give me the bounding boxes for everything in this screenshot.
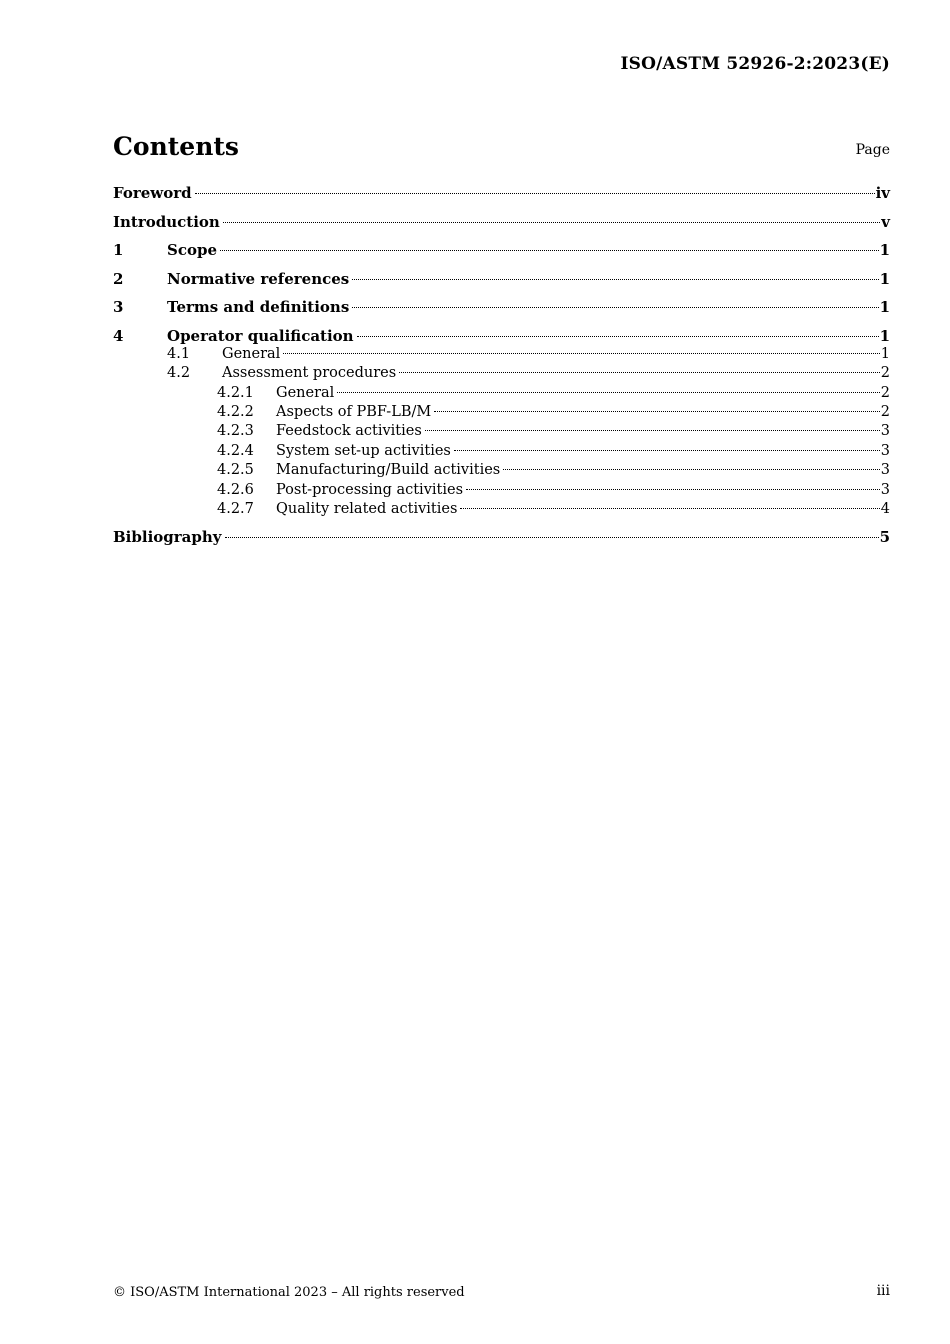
toc-entry-4-2-2-aspects[interactable] xyxy=(113,404,890,423)
toc-number: 4.2.6 xyxy=(217,481,254,498)
dot-leader xyxy=(352,307,878,308)
toc-entry-normative-references[interactable] xyxy=(113,270,890,299)
dot-leader xyxy=(425,430,880,431)
toc-number: 4.2.2 xyxy=(217,404,254,421)
toc-title: Scope xyxy=(167,241,218,259)
toc-page: 1 xyxy=(879,298,890,316)
toc-number: 4.2.7 xyxy=(217,501,254,518)
toc-entry-4-2-1-general[interactable] xyxy=(113,385,890,404)
toc-number: 4.2.1 xyxy=(217,384,254,401)
dot-leader xyxy=(357,336,879,337)
toc-number: 4.2.3 xyxy=(217,423,254,440)
toc-title: Introduction xyxy=(113,212,220,231)
page-column-label: Page xyxy=(855,142,890,158)
toc-title: Normative references xyxy=(167,269,350,288)
toc-entry-4-2-7-quality[interactable] xyxy=(113,501,890,520)
toc-title: Foreword xyxy=(113,184,192,202)
dot-leader xyxy=(283,353,879,354)
dot-leader xyxy=(503,469,880,470)
toc-title: Assessment procedures xyxy=(222,365,397,382)
toc-title: Post-processing activities xyxy=(276,481,464,498)
dot-leader xyxy=(195,193,875,194)
toc-entry-bibliography[interactable] xyxy=(113,528,890,557)
dot-leader xyxy=(454,450,880,451)
toc-page: 1 xyxy=(879,326,890,345)
table-of-contents xyxy=(113,184,890,557)
toc-title: Operator qualification xyxy=(167,326,354,345)
toc-number: 4.2.5 xyxy=(217,462,254,479)
toc-entry-4-2-3-feedstock[interactable] xyxy=(113,423,890,442)
toc-page: v xyxy=(881,212,890,231)
toc-page: 1 xyxy=(879,241,890,259)
toc-page: 3 xyxy=(880,423,890,440)
toc-title: General xyxy=(222,345,281,362)
toc-number: 1 xyxy=(113,241,124,259)
toc-page: 3 xyxy=(880,462,890,479)
toc-entry-4-2-6-post-processing[interactable] xyxy=(113,482,890,501)
toc-title: Bibliography xyxy=(113,528,222,547)
page-number: iii xyxy=(876,1283,890,1299)
toc-title: Feedstock activities xyxy=(276,423,422,440)
toc-number: 4.2 xyxy=(167,365,191,382)
toc-page: 1 xyxy=(880,345,890,362)
toc-title: System set-up activities xyxy=(276,442,451,459)
toc-title: Aspects of PBF-LB/M xyxy=(276,404,432,421)
toc-entry-scope[interactable] xyxy=(113,241,890,270)
toc-entry-operator-qualification[interactable] xyxy=(113,327,890,346)
toc-entry-4-2-5-manufacturing[interactable] xyxy=(113,462,890,481)
toc-entry-4-2-4-system-set-up[interactable] xyxy=(113,443,890,462)
dot-leader xyxy=(466,489,880,490)
toc-entry-4-1-general[interactable] xyxy=(113,346,890,365)
toc-title: General xyxy=(276,384,335,401)
toc-title: Manufacturing/Build activities xyxy=(276,462,501,479)
toc-entry-terms-and-definitions[interactable] xyxy=(113,298,890,327)
toc-page: 1 xyxy=(879,269,890,288)
dot-leader xyxy=(352,279,878,280)
contents-heading: Contents xyxy=(113,132,240,161)
toc-number: 2 xyxy=(113,269,124,288)
dot-leader xyxy=(337,392,879,393)
dot-leader xyxy=(434,411,880,412)
toc-page: 4 xyxy=(880,501,890,518)
spacer xyxy=(113,520,890,528)
toc-number: 4.2.4 xyxy=(217,442,254,459)
toc-page: 2 xyxy=(880,384,890,401)
toc-page: 5 xyxy=(879,528,890,547)
toc-title: Terms and definitions xyxy=(167,298,350,316)
toc-page: 2 xyxy=(880,404,890,421)
dot-leader xyxy=(220,250,879,251)
copyright-notice: © ISO/ASTM International 2023 – All rights reserved xyxy=(113,1285,465,1300)
toc-page: 3 xyxy=(880,442,890,459)
toc-title: Quality related activities xyxy=(276,501,458,518)
toc-page: iv xyxy=(875,184,890,202)
toc-number: 4 xyxy=(113,326,124,345)
toc-entry-introduction[interactable] xyxy=(113,213,890,242)
toc-entry-4-2-assessment-procedures[interactable] xyxy=(113,365,890,384)
toc-number: 3 xyxy=(113,298,124,316)
toc-number: 4.1 xyxy=(167,345,191,362)
toc-entry-foreword[interactable] xyxy=(113,184,890,213)
dot-leader xyxy=(399,372,880,373)
toc-page: 2 xyxy=(880,365,890,382)
dot-leader xyxy=(225,537,879,538)
dot-leader xyxy=(223,222,880,223)
document-reference: ISO/ASTM 52926-2:2023(E) xyxy=(620,54,890,74)
toc-page: 3 xyxy=(880,481,890,498)
dot-leader xyxy=(460,508,879,509)
